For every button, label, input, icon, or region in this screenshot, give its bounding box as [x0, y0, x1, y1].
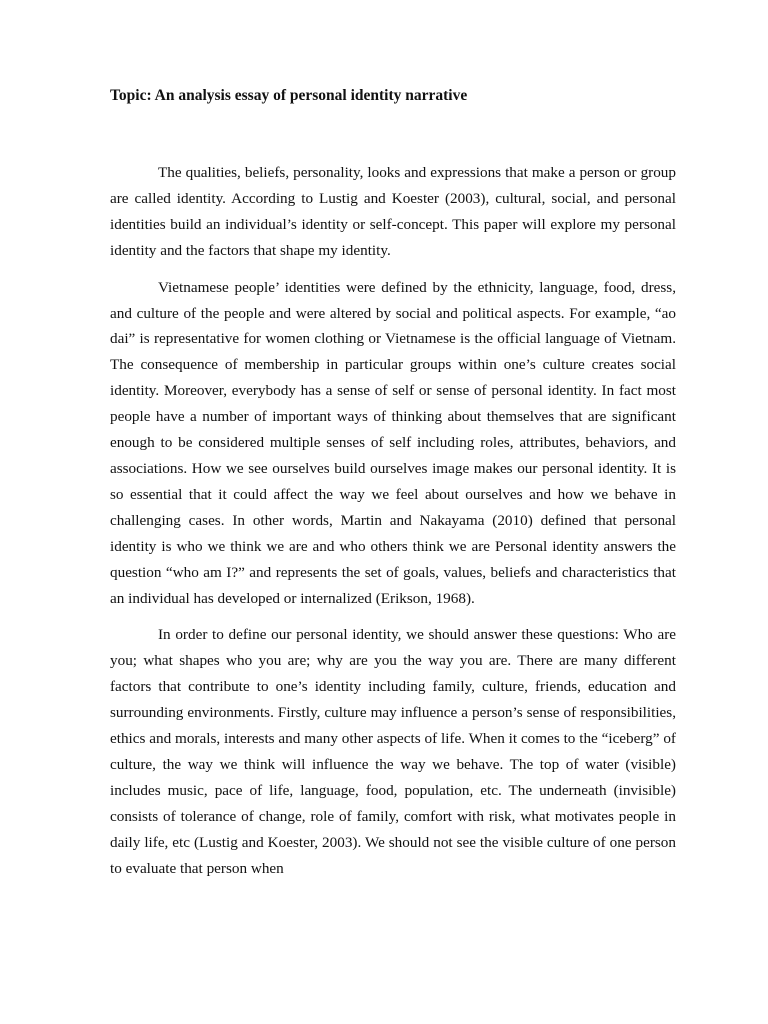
- paragraph-1: The qualities, beliefs, personality, looks and expressions that make a person or group are called identity. According to Lustig and Koester (2003), cultural, social, and personal identities build an individual’s identity or self-concept. This paper will explore my personal identity and the factors that shape my identity.: [110, 164, 676, 259]
- paragraph-3: In order to define our personal identity, we should answer these questions: Who are you; what shapes who you are; why are you the way you are. There are many different factors that contribute to one’s identity including family, culture, friends, education and surrounding environments. Firstly, culture may influence a person’s sense of responsibilities, ethics and morals, interests and many other aspects of life. When it comes to the “iceberg” of culture, the way we think will influence the way we behave. The top of water (visible) includes music, pace of life, language, food, population, etc. The underneath (invisible) consists of tolerance of change, role of family, comfort with risk, what motivates people in daily life, etc (Lustig and Koester, 2003). We should not see the visible culture of one person to evaluate that person when: [110, 626, 676, 877]
- essay-body: [110, 160, 676, 892]
- essay-title: Topic: An analysis essay of personal identity narrative: [110, 87, 468, 104]
- paragraph-2: Vietnamese people’ identities were defined by the ethnicity, language, food, dress, and culture of the people and were altered by social and political aspects. For example, “ao dai” is representative for women clothing or Vietnamese is the official language of Vietnam. The consequence of membership in particular groups within one’s culture creates social identity. Moreover, everybody has a sense of self or sense of personal identity. In fact most people have a number of important ways of thinking about themselves that are significant enough to be considered multiple senses of self including roles, attributes, behaviors, and associations. How we see ourselves build ourselves image makes our personal identity. It is so essential that it could affect the way we feel about ourselves and how we behave in challenging cases. In other words, Martin and Nakayama (2010) defined that personal identity is who we think we are and who others think we are Personal identity answers the question “who am I?” and represents the set of goals, values, beliefs and characteristics that an individual has developed or internalized (Erikson, 1968).: [110, 278, 676, 607]
